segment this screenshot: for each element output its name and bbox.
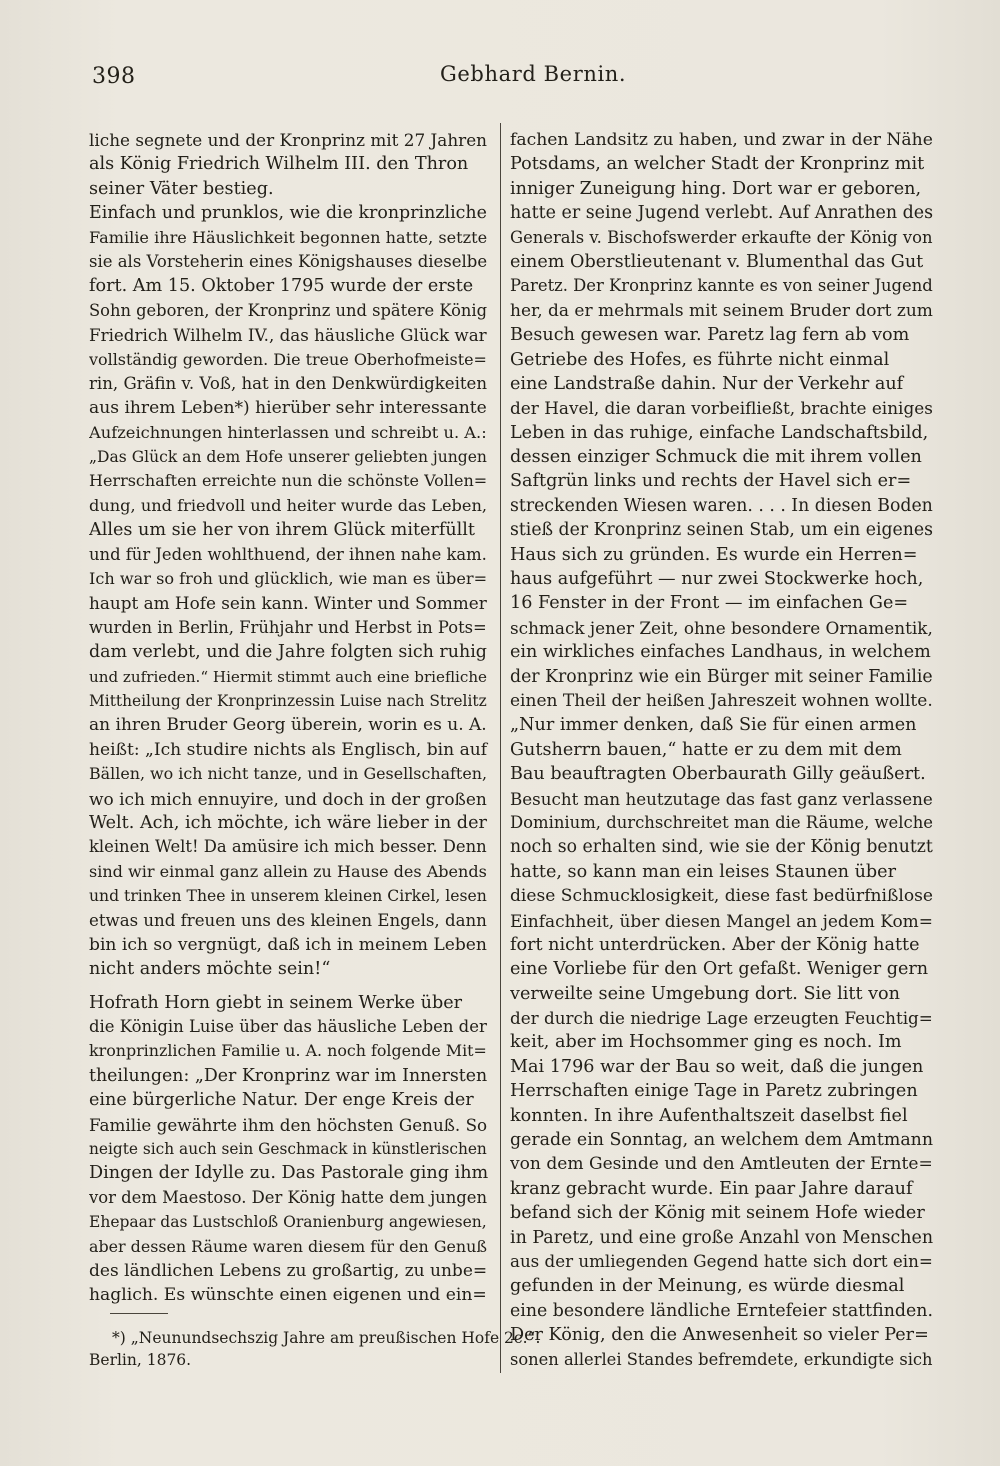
text-line: Herrschaften erreichte nun die schönste Vollen= <box>89 471 488 491</box>
text-line: neigte sich auch sein Geschmack in künstlerischen <box>89 1140 487 1159</box>
text-line: dung, und friedvoll und heiter wurde das Leben, <box>89 495 488 515</box>
text-line: etwas und freuen uns des kleinen Engels, dann <box>89 910 487 930</box>
text-line: Der König, den die Anwesenheit so vieler Per= <box>510 1325 929 1346</box>
text-line: Bau beauftragten Oberbaurath Gilly geäußert. <box>510 764 926 785</box>
text-line: Besucht man heutzutage das fast ganz verlassene <box>510 788 933 809</box>
text-line: 16 Fenster in der Front — im einfachen Ge= <box>510 593 909 614</box>
text-line: fachen Landsitz zu haben, und zwar in der Nähe <box>510 130 933 150</box>
text-line: Saftgrün links und rechts der Havel sich er= <box>510 471 912 492</box>
text-line: Einfach und prunklos, wie die kronprinzliche <box>89 203 487 224</box>
text-line: befand sich der König mit seinem Hofe wieder <box>510 1203 925 1224</box>
text-line: Generals v. Bischofswerder erkaufte der König von <box>510 227 933 247</box>
text-line: inniger Zuneigung hing. Dort war er geboren, <box>510 178 922 199</box>
text-line: und zufrieden.“ Hiermit stimmt auch eine briefliche <box>89 667 487 686</box>
text-line: sind wir einmal ganz allein zu Hause des Abends <box>89 861 487 881</box>
text-line: Welt. Ach, ich möchte, ich wäre lieber in der <box>89 812 487 833</box>
text-line: Getriebe des Hofes, es führte nicht einmal <box>510 349 890 370</box>
text-line: rin, Gräfin v. Voß, hat in den Denkwürdigkeiten <box>89 373 488 393</box>
text-line: streckenden Wiesen waren. . . . In diesen Boden <box>510 495 933 516</box>
text-line: aus ihrem Leben*) hierüber sehr interessante <box>89 398 487 419</box>
footnote <box>89 1327 541 1371</box>
column-divider <box>500 123 501 1373</box>
text-line: kleinen Welt! Da amüsire ich mich besser. Denn <box>89 837 487 857</box>
text-line: einen Theil der heißen Jahreszeit wohnen wollte. <box>510 690 933 711</box>
text-line: Ich war so froh und glücklich, wie man es über= <box>89 569 488 589</box>
text-line: hatte er seine Jugend verlebt. Auf Anrathen des <box>510 203 934 224</box>
text-line: schmack jener Zeit, ohne besondere Ornamentik, <box>510 617 933 638</box>
text-line: wurden in Berlin, Frühjahr und Herbst in Pots= <box>89 617 487 637</box>
footnote-rule <box>110 1313 168 1314</box>
text-line: nicht anders möchte sein!“ <box>89 959 331 980</box>
text-line: fort nicht unterdrücken. Aber der König hatte <box>510 934 920 955</box>
text-line: Familie ihre Häuslichkeit begonnen hatte, setzte <box>89 227 488 247</box>
text-line: Ehepaar das Lustschloß Oranienburg angewiesen, <box>89 1213 487 1232</box>
text-line: und für Jeden wohlthuend, der ihnen nahe kam. <box>89 544 487 564</box>
text-line: Aufzeichnungen hinterlassen und schreibt u. A.: <box>89 422 487 442</box>
left-text-column <box>89 128 489 1308</box>
text-line: gerade ein Sonntag, an welchem dem Amtmann <box>510 1130 934 1151</box>
text-line: Paretz. Der Kronprinz kannte es von seiner Jugend <box>510 276 933 296</box>
text-line: liche segnete und der Kronprinz mit 27 Jahren <box>89 130 488 150</box>
text-line: noch so erhalten sind, wie sie der König benutzt <box>510 837 933 858</box>
text-line: Einfachheit, über diesen Mangel an jedem Kom= <box>510 910 933 931</box>
text-line: der Havel, die daran vorbeifließt, brachte einiges <box>510 398 933 419</box>
text-line: Familie gewährte ihm den höchsten Genuß. So <box>89 1114 488 1135</box>
text-line: fort. Am 15. Oktober 1795 wurde der erste <box>89 276 474 297</box>
text-line: Herrschaften einige Tage in Paretz zubringen <box>510 1081 918 1102</box>
text-line: ein wirkliches einfaches Landhaus, in welchem <box>510 642 931 663</box>
text-line: in Paretz, und eine große Anzahl von Menschen <box>510 1227 934 1248</box>
running-title: Gebhard Bernin. <box>440 62 627 86</box>
text-line: Friedrich Wilhelm IV., das häusliche Glück war <box>89 325 487 346</box>
text-line: konnten. In ihre Aufenthaltszeit daselbst fiel <box>510 1105 908 1126</box>
text-line: Mittheilung der Kronprinzessin Luise nach Strelitz <box>89 691 487 710</box>
text-line: seiner Väter bestieg. <box>89 178 274 199</box>
text-line: dam verlebt, und die Jahre folgten sich ruhig <box>89 642 487 663</box>
text-line: aber dessen Räume waren diesem für den Genuß <box>89 1236 487 1256</box>
text-line: der Kronprinz wie ein Bürger mit seiner Familie <box>510 666 933 687</box>
text-line: von dem Gesinde und den Amtleuten der Ernte= <box>510 1154 933 1175</box>
text-line: theilungen: „Der Kronprinz war im Innersten <box>89 1065 488 1086</box>
text-line: heißt: „Ich studire nichts als Englisch, bin auf <box>89 739 488 760</box>
text-line: „Das Glück an dem Hofe unserer geliebten jungen <box>89 448 487 467</box>
text-line: als König Friedrich Wilhelm III. den Thron <box>89 154 469 175</box>
text-line: bin ich so vergnügt, daß ich in meinem Leben <box>89 934 487 955</box>
text-line: dessen einziger Schmuck die mit ihrem vollen <box>510 447 922 468</box>
right-text-column <box>510 128 935 1372</box>
text-line: haglich. Es wünschte einen eigenen und ein= <box>89 1285 487 1306</box>
text-line: die Königin Luise über das häusliche Leben der <box>89 1017 487 1037</box>
text-line: der durch die niedrige Lage erzeugten Feuchtig= <box>510 1008 933 1029</box>
text-line: eine Landstraße dahin. Nur der Verkehr auf <box>510 373 904 394</box>
paragraph-gap <box>89 982 489 991</box>
text-line: und trinken Thee in unserem kleinen Cirkel, lesen <box>89 887 487 906</box>
text-line: Leben in das ruhige, einfache Landschaftsbild, <box>510 422 929 443</box>
text-line: eine besondere ländliche Erntefeier stattfinden. <box>510 1300 933 1321</box>
text-line: wo ich mich ennuyire, und doch in der großen <box>89 788 487 809</box>
text-line: Besuch gewesen war. Paretz lag fern ab vom <box>510 325 910 346</box>
text-line: Bällen, wo ich nicht tanze, und in Gesellschaften, <box>89 764 488 784</box>
text-line: vor dem Maestoso. Der König hatte dem jungen <box>89 1187 488 1207</box>
text-line: „Nur immer denken, daß Sie für einen armen <box>510 715 917 736</box>
text-line: Hofrath Horn giebt in seinem Werke über <box>89 992 463 1013</box>
text-line: vollständig geworden. Die treue Oberhofmeiste= <box>89 349 487 369</box>
page-number: 398 <box>92 64 136 89</box>
text-line: haus aufgeführt — nur zwei Stockwerke hoch, <box>510 569 924 590</box>
text-line: hatte, so kann man ein leises Staunen über <box>510 861 896 882</box>
text-line: sie als Vorsteherin eines Königshauses dieselbe <box>89 251 488 271</box>
text-line: des ländlichen Lebens zu großartig, zu unbe= <box>89 1260 488 1281</box>
text-line: an ihren Bruder Georg überein, worin es u. A. <box>89 715 487 736</box>
text-line: einem Oberstlieutenant v. Blumenthal das Gut <box>510 251 924 272</box>
text-line: stieß der Kronprinz seinen Stab, um ein eigenes <box>510 520 933 541</box>
text-line: aus der umliegenden Gegend hatte sich dort ein= <box>510 1251 933 1271</box>
text-line: sonen allerlei Standes befremdete, erkundigte sich <box>510 1349 933 1369</box>
text-line: haupt am Hofe sein kann. Winter und Sommer <box>89 593 487 614</box>
text-line: gefunden in der Meinung, es würde diesmal <box>510 1276 905 1297</box>
text-line: her, da er mehrmals mit seinem Bruder dort zum <box>510 300 933 321</box>
text-line: Alles um sie her von ihrem Glück miterfüllt <box>89 520 476 541</box>
text-line: verweilte seine Umgebung dort. Sie litt von <box>510 983 900 1004</box>
text-line: Sohn geboren, der Kronprinz und spätere König <box>89 300 488 320</box>
text-line: Potsdams, an welcher Stadt der Kronprinz mit <box>510 154 925 175</box>
text-line: kronprinzlichen Familie u. A. noch folgende Mit= <box>89 1041 487 1061</box>
text-line: eine bürgerliche Natur. Der enge Kreis der <box>89 1090 474 1111</box>
text-line: Mai 1796 war der Bau so weit, daß die jungen <box>510 1056 924 1077</box>
text-line: eine Vorliebe für den Ort gefaßt. Weniger gern <box>510 959 929 980</box>
text-line: Dominium, durchschreitet man die Räume, welche <box>510 812 933 832</box>
text-line: diese Schmucklosigkeit, diese fast bedürfnißlose <box>510 886 934 907</box>
text-line: Haus sich zu gründen. Es wurde ein Herren= <box>510 544 918 565</box>
footnote-line-1: *) „Neunundsechszig Jahre am preußischen Hofe 2c.“. <box>112 1329 541 1347</box>
text-line: Gutsherrn bauen,“ hatte er zu dem mit dem <box>510 739 902 760</box>
footnote-line-2: Berlin, 1876. <box>89 1351 192 1369</box>
text-line: kranz gebracht wurde. Ein paar Jahre darauf <box>510 1178 913 1199</box>
text-line: Dingen der Idylle zu. Das Pastorale ging ihm <box>89 1163 489 1184</box>
text-line: keit, aber im Hochsommer ging es noch. Im <box>510 1032 902 1053</box>
